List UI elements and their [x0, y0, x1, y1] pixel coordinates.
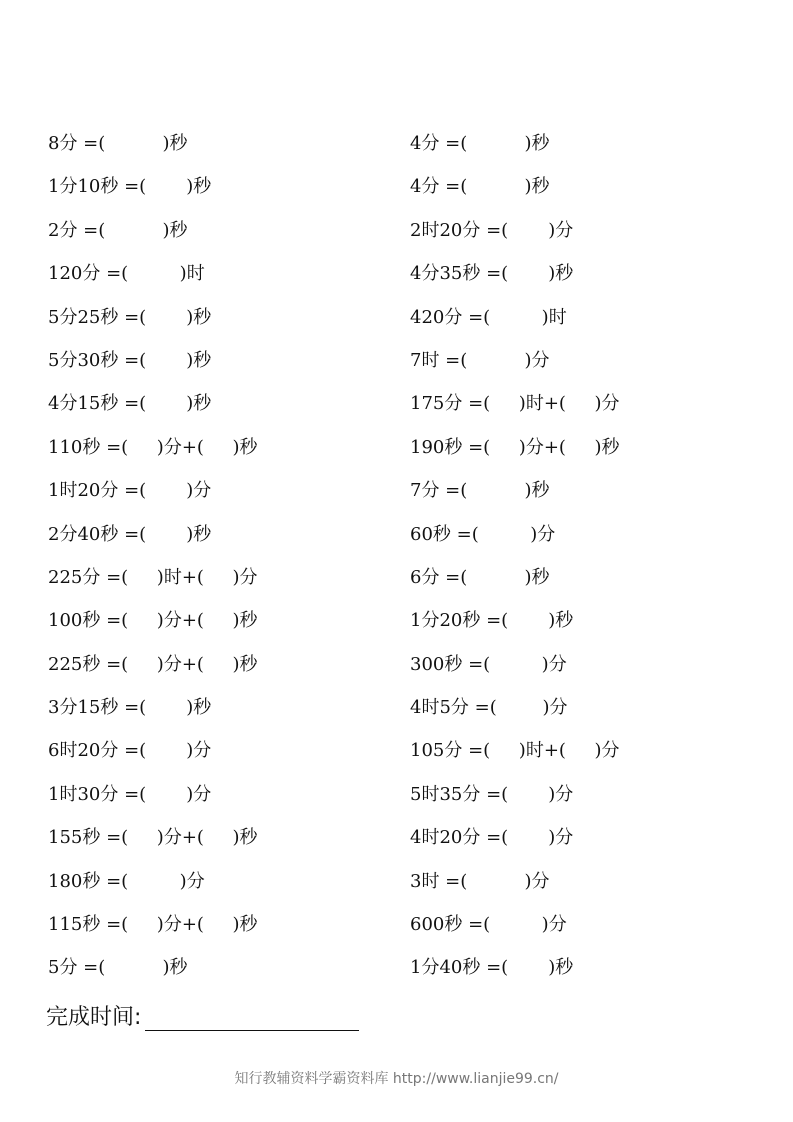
- problem: 8分 =( )秒: [48, 133, 188, 154]
- problem: 1分20秒 =( )秒: [410, 610, 574, 632]
- problem: 4分15秒 =( )秒: [48, 393, 212, 415]
- problem: 105分 =( )时+( )分: [410, 740, 620, 762]
- problem: 2时20分 =( )分: [410, 219, 574, 241]
- problem: 5分 =( )秒: [48, 957, 188, 979]
- problem: 225分 =( )时+( )分: [48, 566, 258, 588]
- problem: 2分 =( )秒: [48, 219, 188, 241]
- completion-time: [46, 1000, 359, 1031]
- completion-time-label: 完成时间:: [46, 1005, 142, 1030]
- problem: 4分35秒 =( )秒: [410, 263, 574, 285]
- problem: 180秒 =( )分: [48, 870, 205, 892]
- problem: 3时 =( )分: [410, 870, 550, 892]
- watermark: 知行教辅资料学霸资料库 http://www.lianjie99.cn/: [234, 1071, 559, 1087]
- problem: 1分10秒 =( )秒: [48, 176, 212, 198]
- problem: 4时20分 =( )分: [410, 827, 574, 849]
- problem: 3分15秒 =( )秒: [48, 697, 212, 719]
- problem: 4时5分 =( )分: [410, 697, 568, 719]
- problem: 300秒 =( )分: [410, 653, 567, 675]
- problem: 420分 =( )时: [410, 306, 567, 328]
- problem: 110秒 =( )分+( )秒: [48, 436, 258, 458]
- problem: 1分40秒 =( )秒: [410, 957, 574, 979]
- problem: 6时20分 =( )分: [48, 740, 212, 762]
- problem: 115秒 =( )分+( )秒: [48, 914, 258, 936]
- problem: 100秒 =( )分+( )秒: [48, 610, 258, 632]
- problem: 120分 =( )时: [48, 263, 205, 285]
- problem: 600秒 =( )分: [410, 914, 567, 936]
- problem: 7分 =( )秒: [410, 480, 550, 502]
- problem: 175分 =( )时+( )分: [410, 393, 620, 415]
- problem: 5时35分 =( )分: [410, 783, 574, 805]
- left-problem-column: [48, 122, 258, 990]
- problem: 2分40秒 =( )秒: [48, 523, 212, 545]
- completion-time-blank: [145, 1002, 359, 1031]
- problem: 155秒 =( )分+( )秒: [48, 827, 258, 849]
- problem: 1时30分 =( )分: [48, 783, 212, 805]
- problem: 5分25秒 =( )秒: [48, 306, 212, 328]
- problem: 4分 =( )秒: [410, 133, 550, 154]
- problem: 1时20分 =( )分: [48, 480, 212, 502]
- right-problem-column: [410, 122, 620, 990]
- problem: 6分 =( )秒: [410, 566, 550, 588]
- problem: 60秒 =( )分: [410, 523, 556, 545]
- problem: 5分30秒 =( )秒: [48, 349, 212, 371]
- problem: 225秒 =( )分+( )秒: [48, 653, 258, 675]
- problem: 7时 =( )分: [410, 349, 550, 371]
- problem: 190秒 =( )分+( )秒: [410, 436, 620, 458]
- problem: 4分 =( )秒: [410, 176, 550, 198]
